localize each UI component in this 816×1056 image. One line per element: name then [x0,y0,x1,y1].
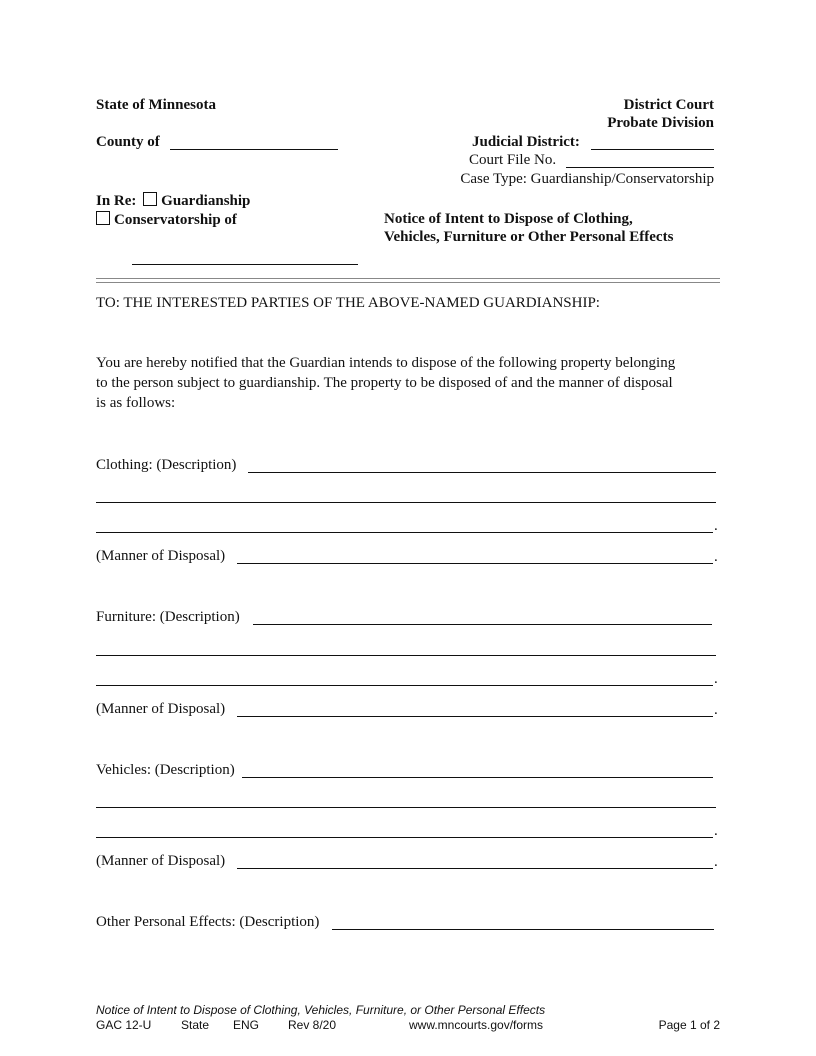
state-label: State of Minnesota [96,97,216,113]
other-effects-description-field[interactable] [332,929,714,930]
in-re-row [96,192,250,210]
period-mark: . [714,823,718,839]
vehicles-description-field[interactable] [242,777,713,778]
footer-form-id: GAC 12-U [96,1018,152,1032]
period-mark: . [714,671,718,687]
case-type-label: Case Type: Guardianship/Conservatorship [460,171,714,187]
conservatorship-row [96,211,237,229]
vehicles-manner-field[interactable] [237,868,713,869]
conservatorship-checkbox[interactable] [96,211,110,225]
furniture-description-line-2[interactable] [96,655,716,656]
footer-title: Notice of Intent to Dispose of Clothing, Vehicles, Furniture, or Other Personal Effects [96,1003,546,1017]
vehicles-manner-label: (Manner of Disposal) [96,853,226,869]
judicial-district-label: Judicial District: [472,134,580,150]
court-file-label: Court File No. [469,152,557,168]
other-effects-label: Other Personal Effects: (Description) [96,914,320,930]
footer-website: www.mncourts.gov/forms [409,1018,544,1032]
court-file-field[interactable] [566,167,714,168]
footer-revision: Rev 8/20 [288,1018,337,1032]
in-re-label: In Re: [96,193,137,209]
furniture-description-field[interactable] [253,624,712,625]
vehicles-label: Vehicles: (Description) [96,762,235,778]
ward-name-field[interactable] [132,264,358,265]
clothing-description-field[interactable] [248,472,716,473]
judicial-district-field[interactable] [591,149,714,150]
clothing-label: Clothing: (Description) [96,457,237,473]
period-mark: . [714,518,718,534]
furniture-manner-field[interactable] [237,716,713,717]
conservatorship-option-label: Conservatorship of [114,212,237,228]
intro-line-3: is as follows: [96,395,176,411]
footer-language: ENG [233,1018,260,1032]
vehicles-description-line-2[interactable] [96,807,716,808]
doc-title-line2: Vehicles, Furniture or Other Personal Effects [384,229,674,245]
period-mark: . [714,854,718,870]
doc-title-line1: Notice of Intent to Dispose of Clothing, [384,211,633,227]
guardianship-option-label: Guardianship [161,193,251,209]
period-mark: . [714,702,718,718]
header-divider [96,278,720,283]
intro-line-1: You are hereby notified that the Guardian intends to dispose of the following property belonging [96,355,676,371]
clothing-manner-label: (Manner of Disposal) [96,548,226,564]
furniture-manner-label: (Manner of Disposal) [96,701,226,717]
clothing-description-line-2[interactable] [96,502,716,503]
division-label: Probate Division [607,115,714,131]
footer-page-number: Page 1 of 2 [658,1018,720,1032]
clothing-manner-field[interactable] [237,563,713,564]
clothing-description-line-3[interactable] [96,532,713,533]
footer-jurisdiction: State [181,1018,210,1032]
court-label: District Court [623,97,714,113]
furniture-description-line-3[interactable] [96,685,713,686]
guardianship-checkbox[interactable] [143,192,157,206]
county-label: County of [96,134,160,150]
period-mark: . [714,549,718,565]
to-line: TO: THE INTERESTED PARTIES OF THE ABOVE-NAMED GUARDIANSHIP: [96,295,600,311]
vehicles-description-line-3[interactable] [96,837,713,838]
furniture-label: Furniture: (Description) [96,609,240,625]
county-field[interactable] [170,149,338,150]
intro-line-2: to the person subject to guardianship. The property to be disposed of and the manner of disposal [96,375,673,391]
